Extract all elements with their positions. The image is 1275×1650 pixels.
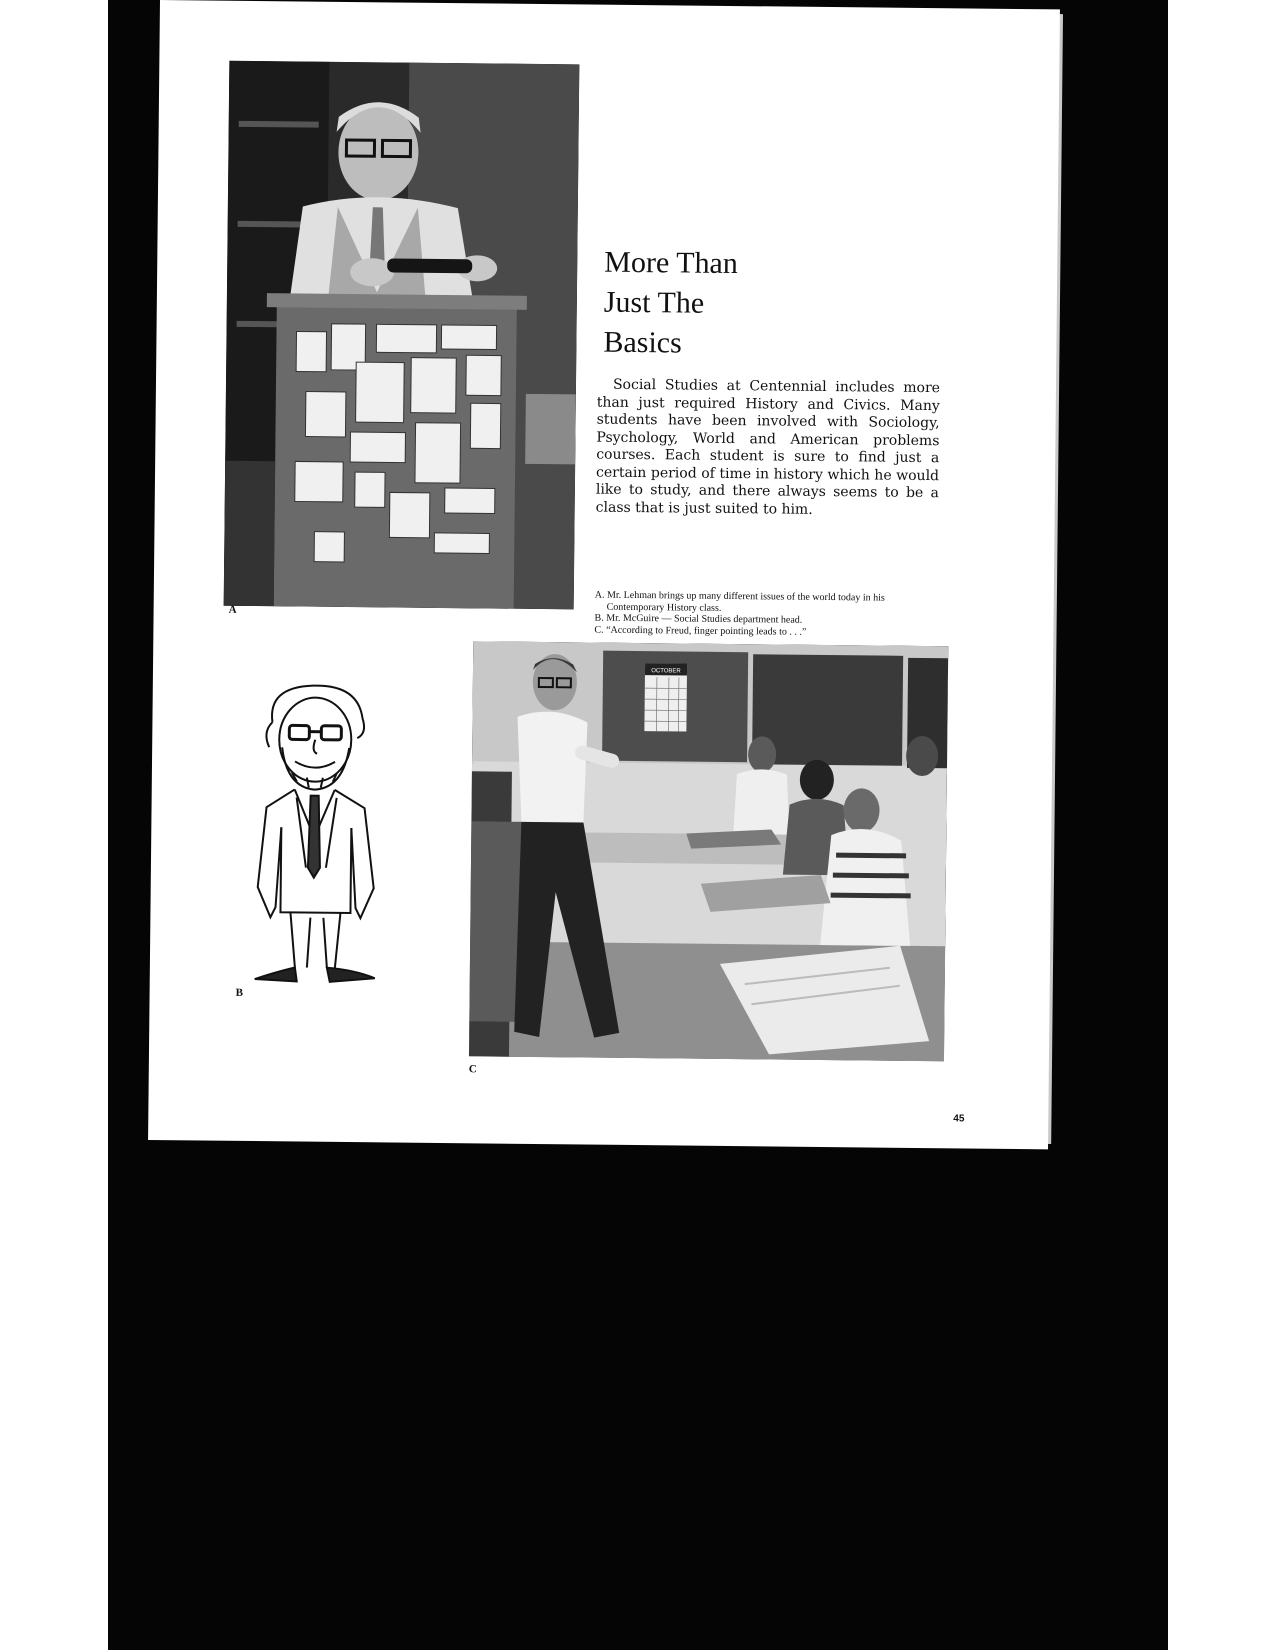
drawing-b-caricature	[235, 677, 398, 999]
photo-a-label: A	[228, 603, 237, 616]
photo-a-teacher-at-lectern	[224, 61, 580, 610]
photo-c-classroom	[469, 641, 948, 1061]
article-body: Social Studies at Centennial includes more than just required History and Civics. Many students have been involved with Sociology, Psychology, World and American problems courses. Each student is sure to find just a certain period of time in history which he would like to study, and there always seems to be a class that is just suited to him.	[595, 376, 941, 518]
page-number: 45	[953, 1113, 965, 1125]
yearbook-page	[148, 0, 1060, 1149]
photo-captions	[594, 590, 939, 640]
photo-c-label: C	[468, 1063, 477, 1076]
title-line-1: More Than	[604, 245, 739, 281]
calendar-header-text: OCTOBER	[651, 668, 681, 675]
caption-c: C. “According to Freud, finger pointing leads to . . .”	[594, 624, 807, 638]
drawing-b-label: B	[235, 986, 244, 999]
caption-b: B. Mr. McGuire — Social Studies department head.	[594, 612, 803, 626]
article-title	[603, 243, 904, 366]
caption-a: A. Mr. Lehman brings up many different issues of the world today in his Contemporary History class.	[594, 589, 885, 614]
title-line-2: Just The	[603, 285, 705, 320]
title-line-3: Basics	[603, 325, 682, 360]
